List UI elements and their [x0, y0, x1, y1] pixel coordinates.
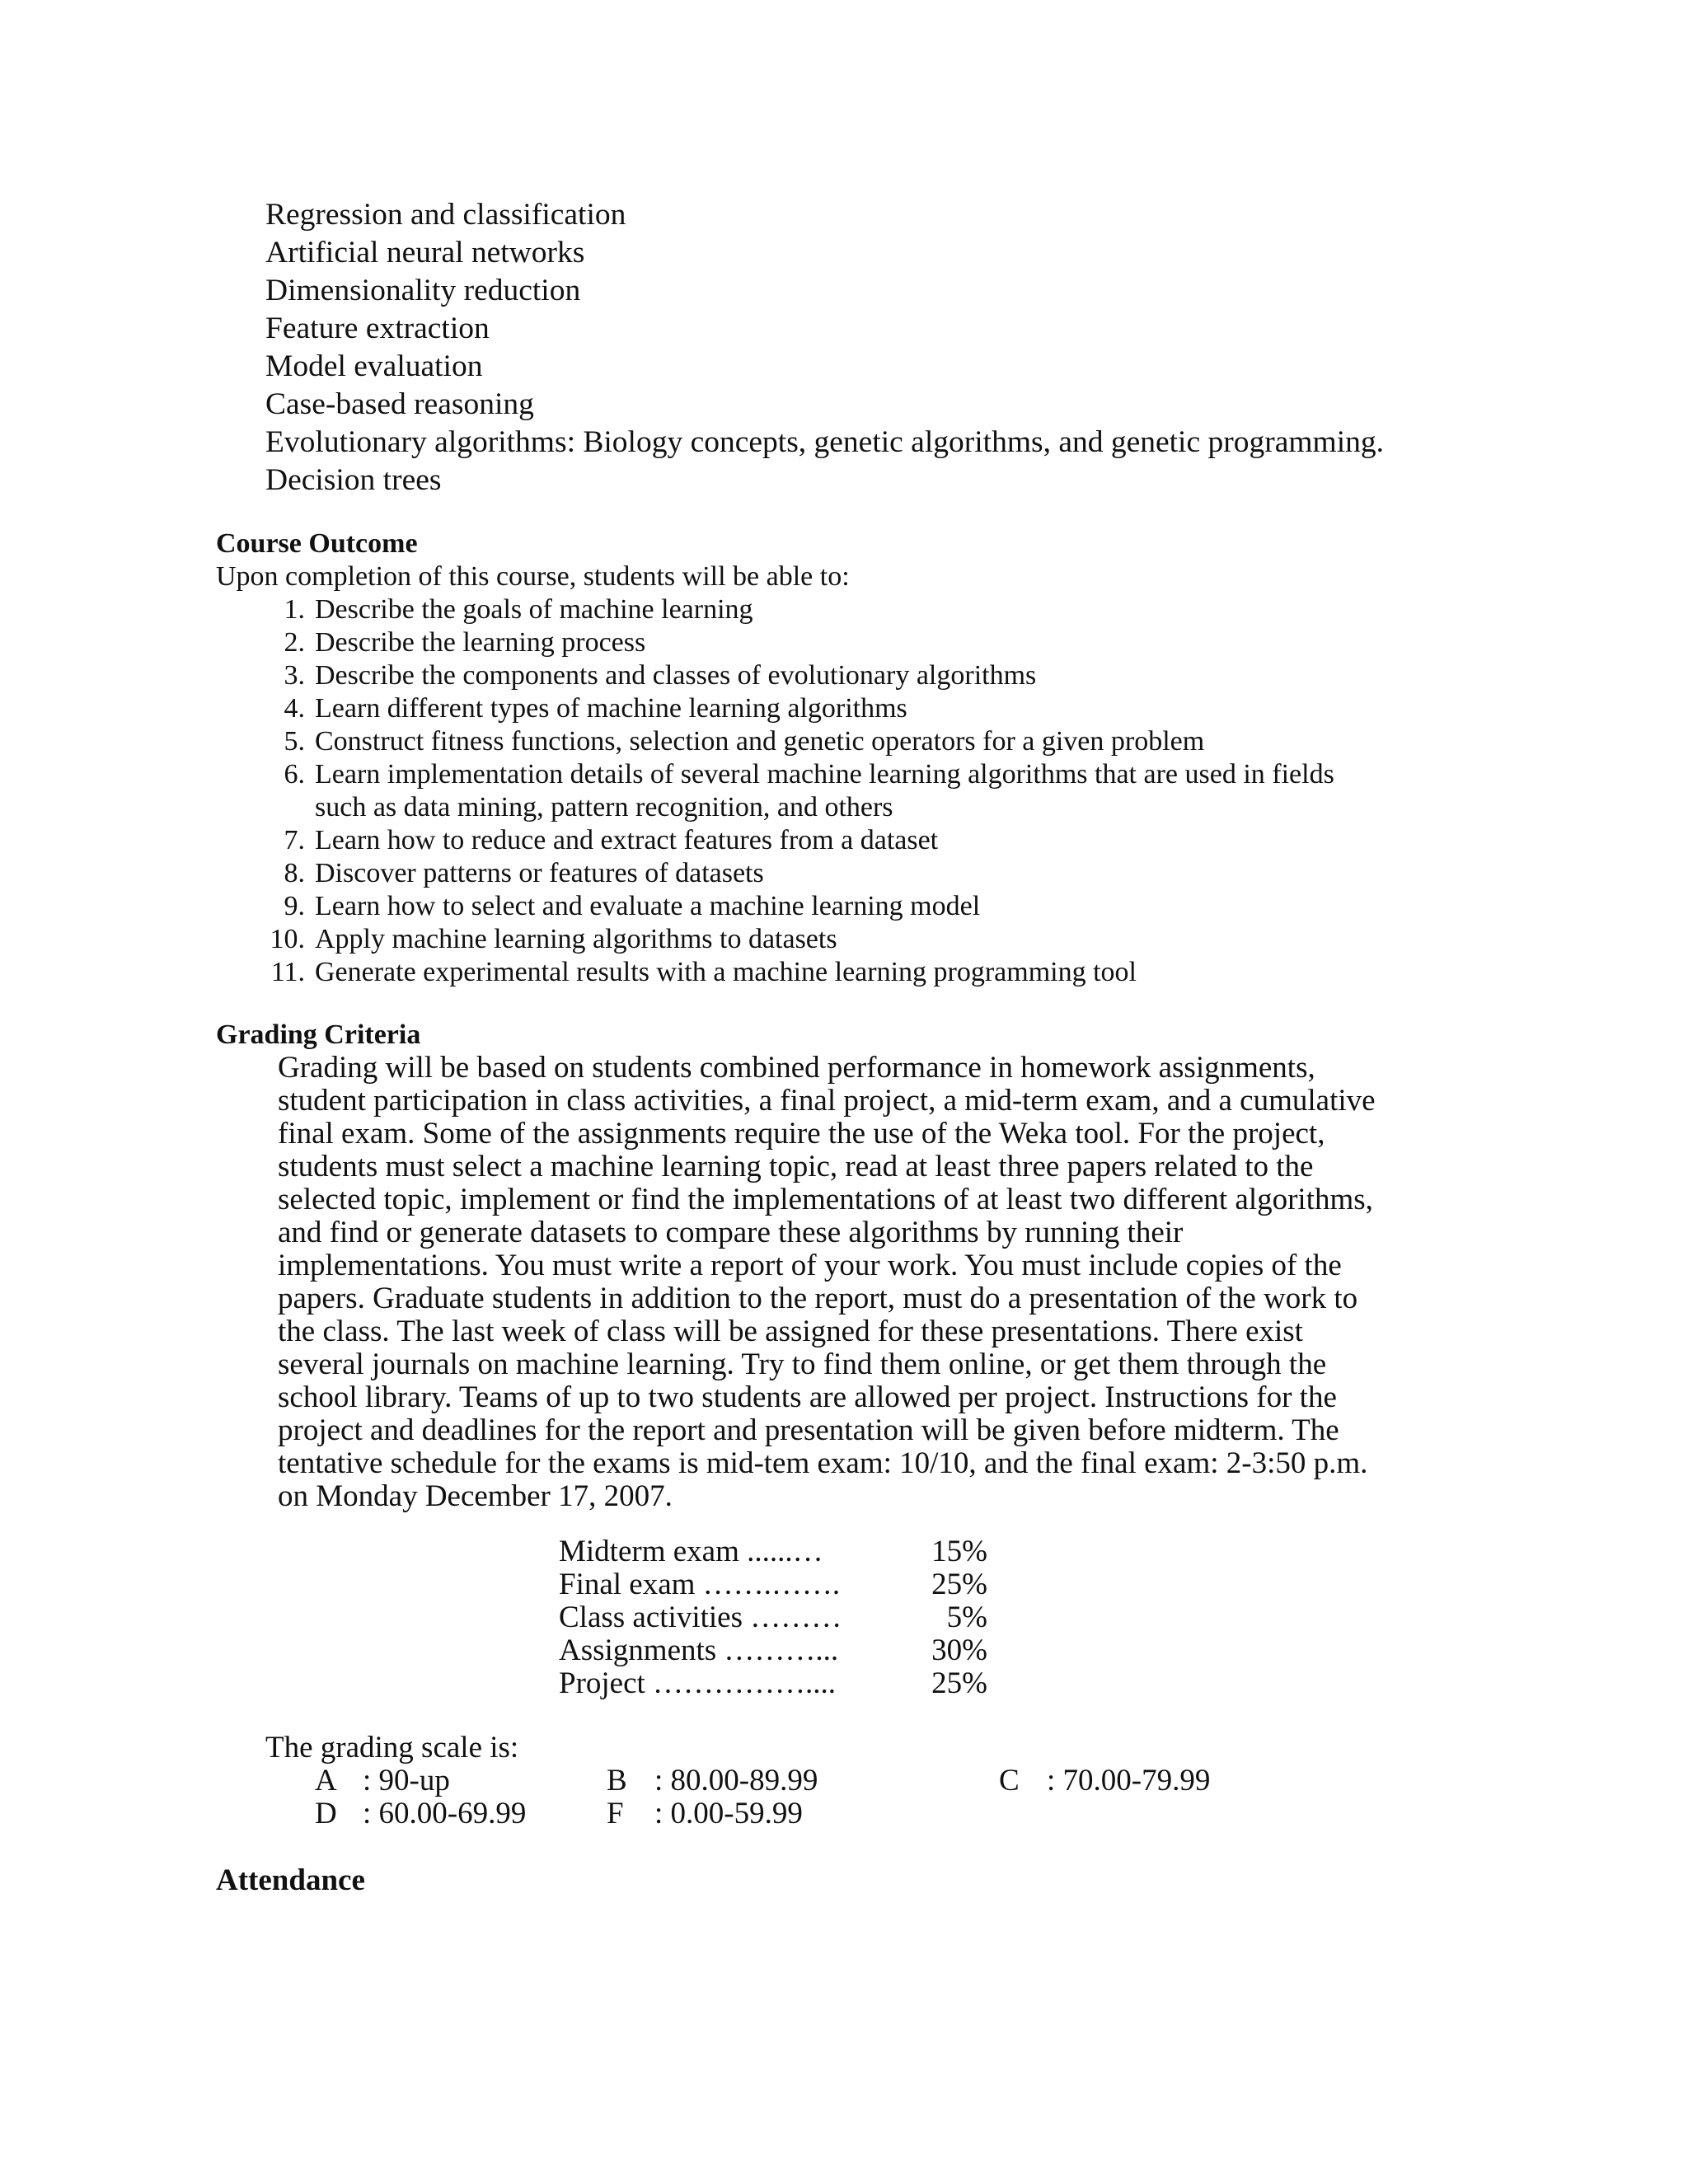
paragraph-line: several journals on machine learning. Try to find them online, or get them through the: [278, 1347, 1327, 1381]
outcome-list: [265, 593, 1334, 989]
topic-item: Dimensionality reduction: [265, 274, 581, 307]
paragraph-line: the class. The last week of class will be assigned for these presentations. There exist: [278, 1315, 1303, 1348]
outcome-item: 4. Learn different types of machine learning algorithms: [284, 693, 907, 724]
paragraph-line: selected topic, implement or find the implementations of at least two different algorithms,: [278, 1183, 1373, 1216]
grade-scale-f: F : 0.00-59.99: [607, 1797, 803, 1830]
outcome-item-continuation: such as data mining, pattern recognition, and others: [315, 792, 893, 823]
paragraph-line: school library. Teams of up to two students are allowed per project. Instructions for the: [278, 1380, 1337, 1414]
paragraph-line: students must select a machine learning topic, read at least three papers related to the: [278, 1150, 1314, 1183]
weight-value: 25%: [931, 1568, 987, 1601]
topic-item: Feature extraction: [265, 312, 490, 345]
course-outcome-intro: Upon completion of this course, students will be able to:: [216, 561, 850, 592]
weight-value: 25%: [931, 1666, 987, 1700]
grading-criteria-heading: Grading Criteria: [216, 1019, 421, 1050]
grade-weights-table: [559, 1535, 987, 1700]
topic-item: Artificial neural networks: [265, 236, 585, 269]
outcome-item: 6. Learn implementation details of several machine learning algorithms that are used in fields: [284, 759, 1334, 790]
paragraph-line: papers. Graduate students in addition to the report, must do a presentation of the work to: [278, 1282, 1358, 1315]
weight-label: Midterm exam ......…: [559, 1535, 823, 1568]
topic-item: Model evaluation: [265, 349, 483, 383]
weight-label: Assignments ………...: [559, 1633, 839, 1667]
grade-scale-a: A : 90-up: [315, 1764, 450, 1797]
weight-row-midterm: [559, 1535, 987, 1568]
outcome-item: 7. Learn how to reduce and extract features from a dataset: [284, 825, 939, 855]
paragraph-line: on Monday December 17, 2007.: [278, 1479, 673, 1513]
weight-row-class-activities: [559, 1601, 987, 1634]
weight-label: Final exam …….…….: [559, 1568, 841, 1601]
topic-item: Evolutionary algorithms: Biology concepts, genetic algorithms, and genetic programming.: [265, 425, 1384, 459]
attendance-heading: Attendance: [216, 1863, 365, 1897]
grading-scale-intro: The grading scale is:: [265, 1731, 519, 1765]
topic-item: Regression and classification: [265, 198, 626, 232]
outcome-item: 11. Generate experimental results with a machine learning programming tool: [270, 957, 1137, 987]
paragraph-line: student participation in class activities, a final project, a mid-term exam, and a cumulative: [278, 1084, 1376, 1118]
topic-item: Case-based reasoning: [265, 387, 534, 421]
paragraph-line: project and deadlines for the report and presentation will be given before midterm. The: [278, 1413, 1339, 1447]
paragraph-line: and find or generate datasets to compare these algorithms by running their: [278, 1216, 1184, 1249]
weight-row-final: [559, 1568, 987, 1601]
weight-value: 15%: [931, 1535, 987, 1568]
grade-scale-c: C : 70.00-79.99: [999, 1764, 1211, 1797]
outcome-item: 2. Describe the learning process: [284, 627, 646, 658]
paragraph-line: implementations. You must write a report of your work. You must include copies of the: [278, 1249, 1342, 1282]
grading-paragraph: [278, 1052, 1473, 1513]
weight-row-assignments: [559, 1634, 987, 1667]
outcome-item: 5. Construct fitness functions, selection and genetic operators for a given problem: [284, 726, 1205, 757]
paragraph-line: Grading will be based on students combined performance in homework assignments,: [278, 1051, 1315, 1085]
topic-list: [265, 196, 1384, 499]
outcome-item: 3. Describe the components and classes of evolutionary algorithms: [284, 660, 1037, 691]
weight-label: Project ……………....: [559, 1666, 837, 1700]
weight-value: 30%: [931, 1633, 987, 1667]
weight-row-project: [559, 1667, 987, 1700]
grade-scale-b: B : 80.00-89.99: [607, 1764, 818, 1797]
weight-value: 5%: [946, 1601, 987, 1634]
outcome-item: 10. Apply machine learning algorithms to datasets: [270, 924, 837, 954]
course-outcome-heading: Course Outcome: [216, 528, 418, 559]
paragraph-line: tentative schedule for the exams is mid-tem exam: 10/10, and the final exam: 2-3:50 p.m.: [278, 1446, 1368, 1480]
grade-scale-d: D : 60.00-69.99: [315, 1797, 527, 1830]
outcome-item: 8. Discover patterns or features of datasets: [284, 858, 764, 888]
topic-item: Decision trees: [265, 463, 442, 497]
outcome-item: 9. Learn how to select and evaluate a machine learning model: [284, 891, 981, 921]
weight-label: Class activities ………: [559, 1601, 842, 1634]
paragraph-line: final exam. Some of the assignments require the use of the Weka tool. For the project,: [278, 1117, 1325, 1151]
outcome-item: 1. Describe the goals of machine learning: [284, 594, 753, 625]
